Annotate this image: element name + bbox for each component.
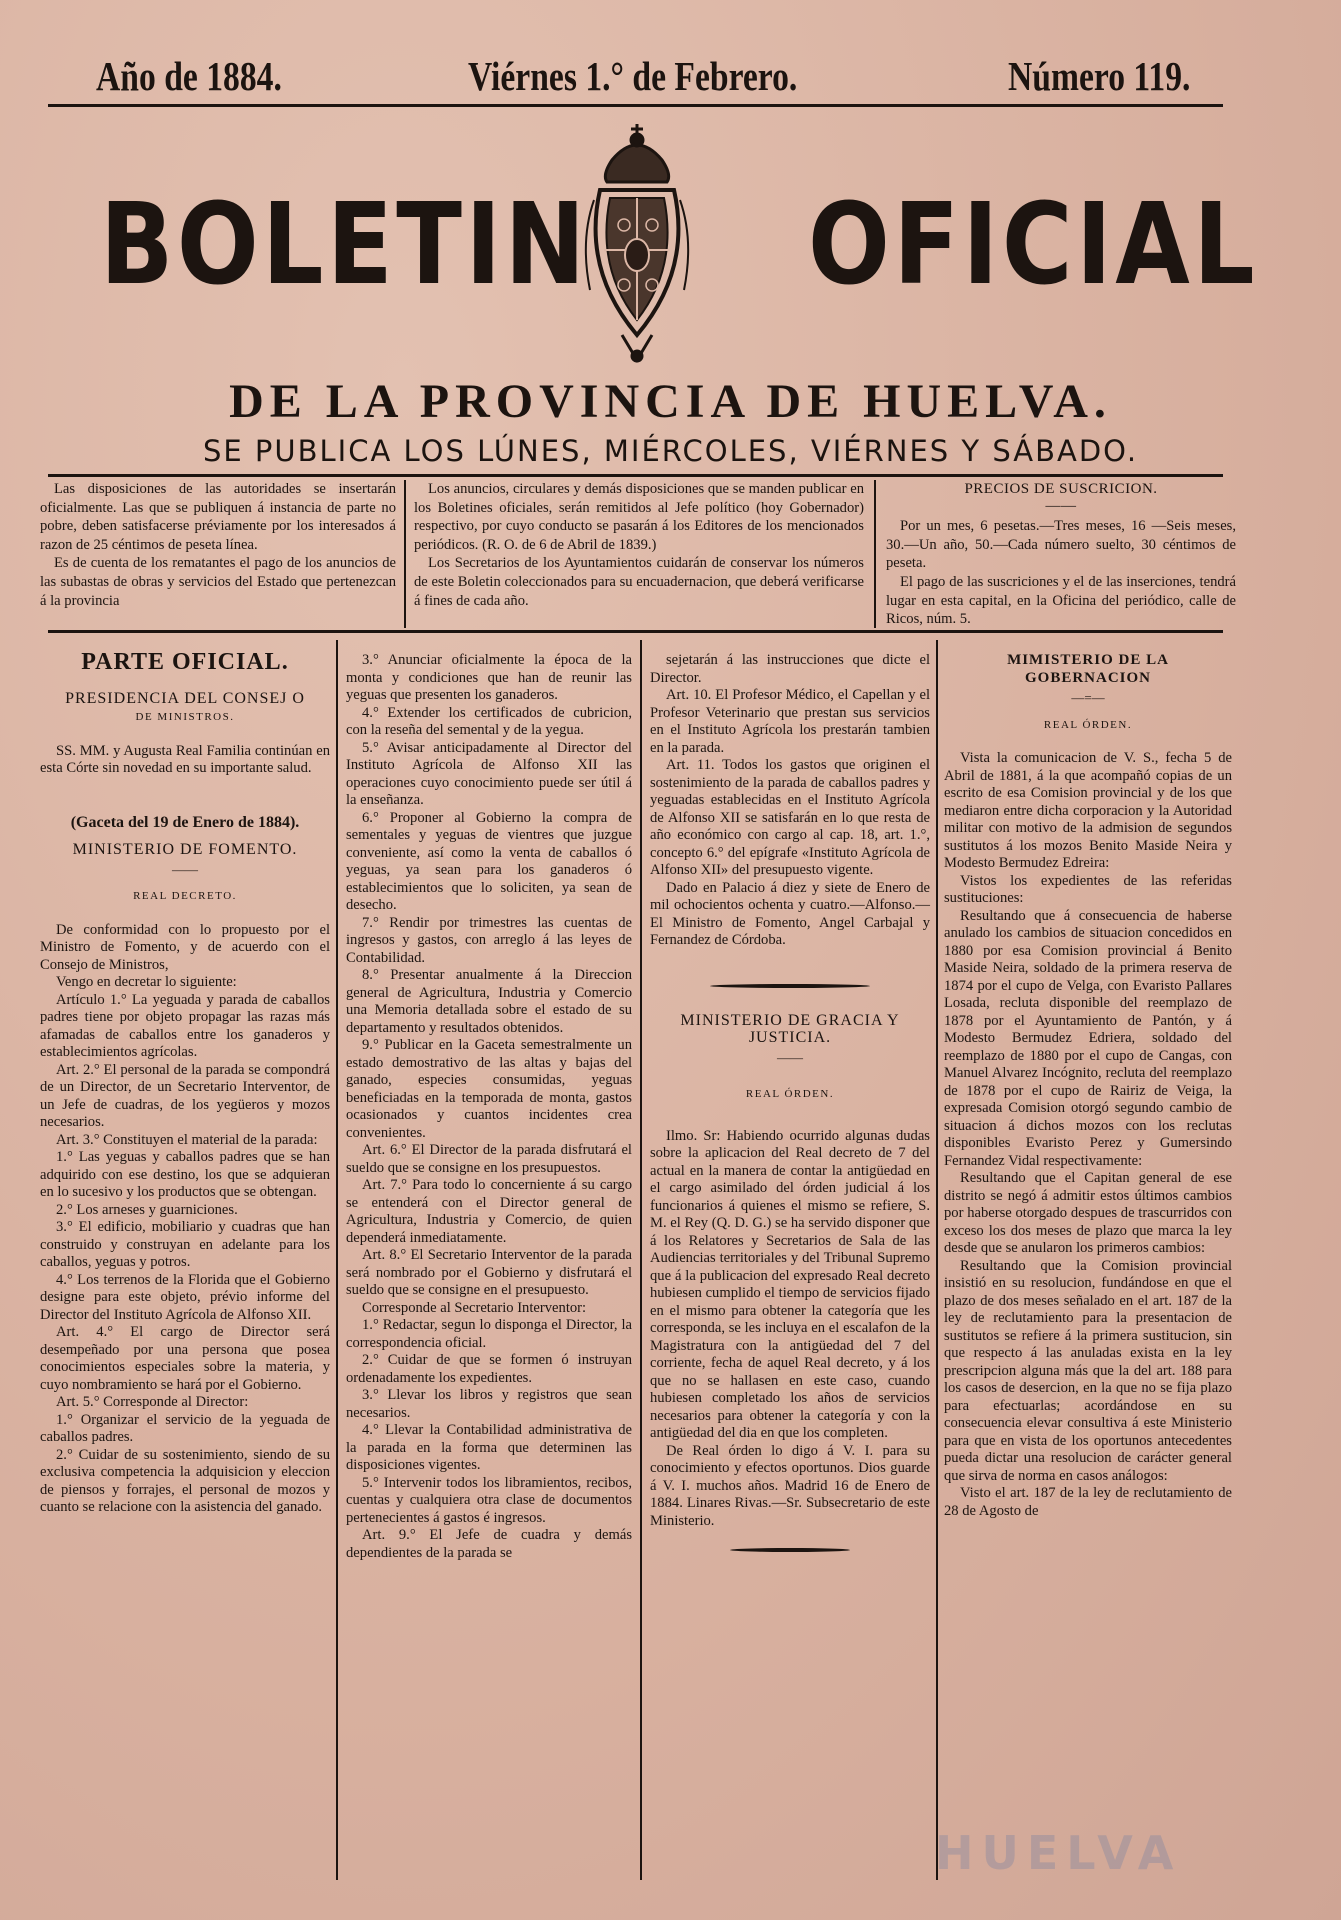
article-paragraph: Art. 7.° Para todo lo concerniente á su cargo se entenderá con el Director general de Agricultura, Industria y Comercio, de quien dependerá inmediatamente. <box>346 1177 632 1246</box>
info-block-middle <box>414 480 864 610</box>
masthead-rule <box>48 474 1223 477</box>
column-divider <box>936 640 938 1880</box>
article-paragraph: Art. 6.° El Director de la parada disfrutará el sueldo que se consigne en los presupuestos. <box>346 1142 632 1176</box>
article-paragraph: Art. 9.° El Jefe de cuadra y demás dependientes de la parada se <box>346 1527 632 1561</box>
column-divider <box>404 480 406 628</box>
gazette-reference: (Gaceta del 19 de Enero de 1884). <box>70 813 300 831</box>
info-paragraph: Es de cuenta de los rematantes el pago de los anuncios de las subastas de obras y servicios del Estado que pertenezcan á la provincia <box>40 555 396 609</box>
article-paragraph: sejetarán á las instrucciones que dicte el Director. <box>650 652 930 686</box>
article-paragraph: Vistos los expedientes de las referidas sustituciones: <box>944 872 1232 906</box>
info-paragraph: Por un mes, 6 pesetas.—Tres meses, 16 —Seis meses, 30.—Un año, 50.—Cada número suelto, 30 céntimos de peseta. <box>886 518 1236 572</box>
article-paragraph: 3.° Anunciar oficialmente la época de la monta y condiciones que han de reunir las yeguas que presenten los ganaderos. <box>346 652 632 703</box>
article-paragraph: SS. MM. y Augusta Real Familia continúan en esta Córte sin novedad en su importante salud. <box>40 742 330 776</box>
article-paragraph: Dado en Palacio á diez y siete de Enero de mil ochocientos ochenta y cuatro.—Alfonso.—El Ministro de Fomento, Angel Carbajal y Fernandez de Córdoba. <box>650 879 930 948</box>
article-paragraph: Vista la comunicacion de V. S., fecha 5 de Abril de 1881, á la que acompañó copias de un escrito de esa Comision provincial y de los que mediaron entre dicha corporacion y la Autoridad militar con motivo de la admision de segundos sustitutos á los mozos Benito Maside Neira y Modesto Bermudez Edreira: <box>944 750 1232 871</box>
article-paragraph: 8.° Presentar anualmente á la Direccion general de Agricultura, Industria y Comercio una Memoria detallada sobre el estado de su departamento y resultados obtenidos. <box>346 967 632 1036</box>
info-block-left <box>40 480 396 610</box>
article-paragraph: 1.° Organizar el servicio de la yeguada de caballos padres. <box>40 1411 330 1445</box>
info-paragraph: El pago de las suscriciones y el de las inserciones, tendrá lugar en esta capital, en la Oficina del periódico, calle de Ricos, núm. 5. <box>886 573 1236 628</box>
article-paragraph: Resultando que el Capitan general de ese distrito se negó á admitir estos últimos cambios por haberse otorgado despues de trascurridos con exceso los dos meses de plazo que marca la ley desde que se anularon los primeros cambios: <box>944 1170 1232 1256</box>
article-paragraph: 7.° Rendir por trimestres las cuentas de ingresos y gastos, con arreglo á las leyes de Contabilidad. <box>346 914 632 966</box>
article-paragraph: 1.° Redactar, segun lo disponga el Director, la correspondencia oficial. <box>346 1317 632 1351</box>
article-paragraph: 6.° Proponer al Gobierno la compra de sementales y yeguas de vientres que juzgue conveniente, así como la venta de caballos ó yeguas, ya sean para los ganaderos ó establecimientos que lo soliciten, ya sean de desecho. <box>346 809 632 913</box>
header-rule <box>48 104 1223 107</box>
article-paragraph: 5.° Intervenir todos los libramientos, recibos, cuentas y cualquiera otra clase de documentos pertenecientes á gastos é ingresos. <box>346 1474 632 1526</box>
info-paragraph: Las disposiciones de las autoridades se insertarán oficialmente. Las que se publiquen á instancia de parte no pobre, deben satisfacerse préviamente por los interesados á razon de 25 céntimos de peseta línea. <box>40 481 396 553</box>
article-paragraph: Art. 2.° El personal de la parada se compondrá de un Director, de un Secretario Interventor, de un Jefe de cuadras, de los yegüeros y mozos necesarios. <box>40 1061 330 1130</box>
article-paragraph: Resultando que la Comision provincial insistió en su resolucion, fundándose en que el plazo de dos meses señalado en el art. 187 de la ley de reclutamiento para la presentacion de sustitutos se refiere á la primera sustitucion, sin que respecto á las anuladas exista en la ley prescripcion alguna más que la del art. 188 para los casos de desercion, en la que no se fija plazo para efectuarlas; acordándose en su consecuencia elevar consultiva á este Ministerio para que en vista de los oportunos antecedentes pueda dictar una resolucion de carácter general que sirva de norma en casos análogos: <box>944 1257 1232 1484</box>
ministry-subheading: DE MINISTROS. <box>135 711 235 723</box>
issue-header <box>48 52 1223 112</box>
issue-date: Viérnes 1.° de Febrero. <box>468 53 798 99</box>
article-paragraph: 4.° Los terrenos de la Florida que el Gobierno designe para este objeto, prévio informe del Director del Instituto Agrícola de Alfonso XII. <box>40 1271 330 1323</box>
info-paragraph: Los anuncios, circulares y demás disposiciones que se manden publicar en los Boletines oficiales, serán remitidos al Jefe político (hoy Gobernador) respectivo, por cuyo conducto se pasarán á los Editores de los mencionados periódicos. (R. O. de 6 de Abril de 1839.) <box>414 481 864 553</box>
masthead-word-right: OFICIAL <box>808 180 1259 310</box>
column-1: PARTE OFICIAL. PRESIDENCIA DEL CONSEJ O DE MINISTROS. SS. MM. y Augusta Real Familia continúan en esta Córte sin novedad en su importante salud. (Gaceta del 19 de Enero de 1884). MINISTERIO DE FOMENTO. —— REAL DECRETO. De conformidad con lo propuesto por el Ministro de Fomento, y de acuerdo con el Consejo de Ministros, Vengo en decretar lo siguiente: Artículo 1.° La yeguada y parada de caballos padres tiene por objeto propagar las razas más afamadas de caballos entre los ganaderos y establecimientos agrícolas. Art. 2.° El personal de la parada se compondrá de un Director, de un Secretario Interventor, de un Jefe de cuadras, de los yegüeros y mozos necesarios. Art. 3.° Constituyen el material de la parada: 1.° Las yeguas y caballos padres que se han adquirido con ese destino, los que se adquieran en lo sucesivo y los productos que se obtengan. 2.° Los arneses y guarniciones. 3.° El edificio, mobiliario y cuadras que han construido y construyan en adelante para los caballos, yeguas y potros. 4.° Los terrenos de la Florida que el Gobierno designe para este objeto, prévio informe del Director del Instituto Agrícola de Alfonso XII. Art. 4.° El cargo de Director será desempeñado por una persona que posea conocimientos especiales sobre la materia, y cuyo nombramiento se hará por el Gobierno. Art. 5.° Corresponde al Director: 1.° Organizar el servicio de la yeguada de caballos padres. 2.° Cuidar de su sostenimiento, siendo de su exclusiva competencia la adquisicion y eleccion de piensos y forrajes, el personal de mozos y cuanto se relacione con la asistencia del ganado. <box>40 649 330 1515</box>
article-paragraph: Art. 10. El Profesor Médico, el Capellan y el Profesor Veterinario que prestan sus servicios en el Instituto Agrícola los prestarán tambien en la parada. <box>650 687 930 756</box>
article-paragraph: 2.° Los arneses y guarniciones. <box>56 1201 238 1218</box>
article-paragraph: Ilmo. Sr: Habiendo ocurrido algunas dudas sobre la aplicacion del Real decreto de 7 del actual en la manera de contar la antigüedad en el cargo asimilado del órden judicial á los funcionarios á quienes el mismo se refiere, S. M. el Rey (Q. D. G.) se ha servido disponer que á los Relatores y Secretarios de Sala de las Audiencias territoriales y del Tribunal Supremo que á la publicacion del expresado Real decreto hubiesen cumplido el tiempo de servicios fijado en el mismo para obtener la categoría que les corresponda, se les incluya en el escalafon de la Magistratura con la antigüedad del 7 del corriente, fecha de aquel Real decreto, y á los que no se hallasen en este caso, cuando hubiesen completado los años de servicios necesarios para obtener la categoría y con la antigüedad del dia en que los completen. <box>650 1127 930 1441</box>
article-paragraph: Art. 5.° Corresponde al Director: <box>56 1394 249 1410</box>
article-paragraph: De Real órden lo digo á V. I. para su conocimiento y efectos oportunos. Dios guarde á V. I. muchos años. Madrid 16 de Enero de 1884. Linares Rivas.—Sr. Subsecretario de este Ministerio. <box>650 1442 930 1529</box>
ministry-heading: MINISTERIO DE GRACIA Y JUSTICIA. <box>680 1011 900 1046</box>
watermark-text: HUELVA <box>935 1826 1182 1880</box>
watermark-logo <box>935 1826 1275 1906</box>
issue-number: Número 119. <box>1008 53 1191 99</box>
ministry-heading: MINISTERIO DE FOMENTO. <box>72 841 298 858</box>
order-label: REAL ÓRDEN. <box>745 1088 835 1100</box>
column-2 <box>346 652 632 1562</box>
article-paragraph: 9.° Publicar en la Gaceta semestralmente un estado demostrativo de las altas y bajas del ganado, especies consumidas, yeguas beneficiadas en la temporada de monta, gastos ocasionados y cuantos incidentes crea convenientes. <box>346 1037 632 1141</box>
info-rule <box>48 630 1223 633</box>
article-paragraph: Resultando que á consecuencia de haberse anulado los cambios de situacion concedidos en 1880 por esa Comision provincial á Benito Maside Neira, soldado de la primera reserva de 1874 por el cupo de Velga, con Evaristo Pallares Losada, recluta disponible del reemplazo de 1878 por el Ayuntamiento de Pantón, y á Modesto Bermudez Edriera, soldado del reemplazo de 1880 por el cupo de Cangas, con Manuel Alvarez Incógnito, recluta del reemplazo de 1878 por el cupo de Rairiz de Veiga, la expresada Comision otorgó segundo cambio de situacion á dichos mozos con los reclutas disponibles Evaristo Perez y Gumersindo Fernandez Vidal respectivamente: <box>944 907 1232 1169</box>
article-paragraph: 4.° Llevar la Contabilidad administrativa de la parada en la forma que determinen las disposiciones vigentes. <box>346 1422 632 1473</box>
masthead-word-left: BOLETIN <box>100 180 589 310</box>
article-paragraph: Vengo en decretar lo siguiente: <box>56 974 237 990</box>
article-paragraph: 4.° Extender los certificados de cubricion, con la reseña del semental y de la yegua. <box>346 704 632 738</box>
article-paragraph: Art. 3.° Constituyen el material de la parada: <box>56 1131 318 1148</box>
column-3: sejetarán á las instrucciones que dicte el Director. Art. 10. El Profesor Médico, el Capellan y el Profesor Veterinario que prestan sus servicios en el Instituto Agrícola los prestarán tambien en la parada. Art. 11. Todos los gastos que originen el sostenimiento de la parada de caballos padres y yeguadas establecidas en el Instituto Agrícola de Alfonso XII se satisfarán en lo que resta de año económico con cargo al cap. 18, art. 1.°, concepto 6.° del epígrafe «Instituto Agrícola de Alfonso XII» del presupuesto vigente. Dado en Palacio á diez y siete de Enero de mil ochocientos ochenta y cuatro.—Alfonso.—El Ministro de Fomento, Angel Carbajal y Fernandez de Córdoba. MINISTERIO DE GRACIA Y JUSTICIA. —— REAL ÓRDEN. Ilmo. Sr: Habiendo ocurrido algunas dudas sobre la aplicacion del Real decreto de 7 del actual en la manera de contar la antigüedad en el cargo asimilado del órden judicial á los funcionarios á quienes el mismo se refiere, S. M. el Rey (Q. D. G.) se ha servido disponer que á los Relatores y Secretarios de Sala de las Audiencias territoriales y del Tribunal Supremo que á la publicacion del expresado Real decreto hubiesen cumplido el tiempo de servicios fijado en el mismo para obtener la categoría que les corresponda, se les incluya en el escalafon de la Magistratura con la antigüedad del 7 del corriente, fecha de aquel Real decreto, y á los que no se hallasen en este caso, cuando hubiesen completado los años de servicios necesarios para obtener la categoría y con la antigüedad del dia en que los completen. De Real órden lo digo á V. I. para su conocimiento y efectos oportunos. Dios guarde á V. I. muchos años. Madrid 16 de Enero de 1884. Linares Rivas.—Sr. Subsecretario de este Ministerio. <box>650 652 930 1552</box>
article-paragraph: 2.° Cuidar de que se formen ó instruyan ordenadamente los expedientes. <box>346 1352 632 1386</box>
masthead-subtitle: DE LA PROVINCIA DE HUELVA. <box>229 375 1112 428</box>
article-paragraph: 1.° Las yeguas y caballos padres que se han adquirido con ese destino, los que se adquieran en lo sucesivo y los productos que se obtengan. <box>40 1149 330 1200</box>
royal-crest-icon <box>572 120 702 370</box>
article-paragraph: Art. 11. Todos los gastos que originen el sostenimiento de la parada de caballos padres y yeguadas establecidas en el Instituto Agrícola de Alfonso XII se satisfarán en lo que resta de año económico con cargo al cap. 18, art. 1.°, concepto 6.° del epígrafe «Instituto Agrícola de Alfonso XII» del presupuesto vigente. <box>650 757 930 878</box>
article-paragraph: 5.° Avisar anticipadamente al Director del Instituto Agrícola de Alfonso XII las operaciones cuyo conocimiento puede ser útil á la enseñanza. <box>346 739 632 808</box>
ministry-heading: MIMISTERIO DE LA GOBERNACION <box>1007 652 1169 686</box>
column-divider <box>336 640 338 1880</box>
ornament-rule <box>710 984 870 988</box>
subscription-title: PRECIOS DE SUSCRICION. <box>964 481 1158 497</box>
ornament-rule <box>730 1548 850 1552</box>
info-block-right <box>886 480 1236 629</box>
article-paragraph: Art. 4.° El cargo de Director será desempeñado por una persona que posea conocimientos especiales sobre la materia, y cuyo nombramiento se hará por el Gobierno. <box>40 1324 330 1393</box>
article-paragraph: Visto el art. 187 de la ley de reclutamiento de 28 de Agosto de <box>944 1485 1232 1519</box>
column-4: MIMISTERIO DE LA GOBERNACION —=— REAL ÓRDEN. Vista la comunicacion de V. S., fecha 5 de Abril de 1881, á la que acompañó copias de un escrito de esa Comision provincial y de los que mediaron entre dicha corporacion y la Autoridad militar con motivo de la admision de segundos sustitutos á los mozos Benito Maside Neira y Modesto Bermudez Edreira: Vistos los expedientes de las referidas sustituciones: Resultando que á consecuencia de haberse anulado los cambios de situacion concedidos en 1880 por esa Comision provincial á Benito Maside Neira, soldado de la primera reserva de 1874 por el cupo de Velga, con Evaristo Pallares Losada, recluta disponible del reemplazo de 1878 por el Ayuntamiento de Pantón, y á Modesto Bermudez Edriera, soldado del reemplazo de 1880 por el cupo de Cangas, con Manuel Alvarez Incógnito, recluta del reemplazo de 1878 por el cupo de Rairiz de Veiga, la expresada Comision otorgó segundo cambio de situacion á dichos mozos con los reclutas disponibles Evaristo Perez y Gumersindo Fernandez Vidal respectivamente: Resultando que el Capitan general de ese distrito se negó á admitir estos últimos cambios por haberse otorgado despues de trascurridos con exceso los dos meses de plazo que marca la ley desde que se anularon los primeros cambios: Resultando que la Comision provincial insistió en su resolucion, fundándose en que el plazo de dos meses señalado en el art. 187 de la ley de reclutamiento para la presentacion de sustitutos se refiere á la primera sustitucion, sin que respecto á las anuladas exista en la ley prescripcion alguna más que la del art. 188 para los casos de desercion, en la que no se fija plazo para efectuarlas; acordándose en su consecuencia elevar consultiva á este Ministerio para que en vista de los oportunos antecedentes pueda dictar una resolucion de carácter general que sirva de norma en casos análogos: Visto el art. 187 de la ley de reclutamiento de 28 de Agosto de <box>944 652 1232 1519</box>
article-paragraph: Art. 8.° El Secretario Interventor de la parada será nombrado por el Gobierno y disfrutará el sueldo que se consigne en el presupuesto. <box>346 1247 632 1298</box>
article-paragraph: Corresponde al Secretario Interventor: <box>362 1299 587 1316</box>
order-label: REAL ÓRDEN. <box>1043 718 1133 731</box>
issue-year: Año de 1884. <box>96 53 282 99</box>
decree-label: REAL DECRETO. <box>133 890 237 902</box>
publication-days: SE PUBLICA LOS LÚNES, MIÉRCOLES, VIÉRNES Y SÁBADO. <box>202 434 1139 468</box>
column-divider <box>874 480 876 628</box>
column-divider <box>640 640 642 1880</box>
ministry-heading: PRESIDENCIA DEL CONSEJ O <box>65 689 305 707</box>
info-paragraph: Los Secretarios de los Ayuntamientos cuidarán de conservar los números de este Boletin coleccionados para su encuadernacion, que deberá verificarse á fines de cada año. <box>414 555 864 609</box>
article-paragraph: 2.° Cuidar de su sostenimiento, siendo de su exclusiva competencia la adquisicion y eleccion de piensos y forrajes, el personal de mozos y cuanto se relacione con la asistencia del ganado. <box>40 1446 330 1515</box>
article-paragraph: De conformidad con lo propuesto por el Ministro de Fomento, y de acuerdo con el Consejo de Ministros, <box>40 921 330 973</box>
subscription-dash: —— <box>1045 497 1077 514</box>
article-paragraph: 3.° El edificio, mobiliario y cuadras que han construido y construyan en adelante para los caballos, yeguas y potros. <box>40 1219 330 1270</box>
article-paragraph: Artículo 1.° La yeguada y parada de caballos padres tiene por objeto propagar las razas más afamadas de caballos entre los ganaderos y establecimientos agrícolas. <box>40 991 330 1060</box>
section-title: PARTE OFICIAL. <box>81 649 289 675</box>
article-paragraph: 3.° Llevar los libros y registros que sean necesarios. <box>346 1387 632 1421</box>
